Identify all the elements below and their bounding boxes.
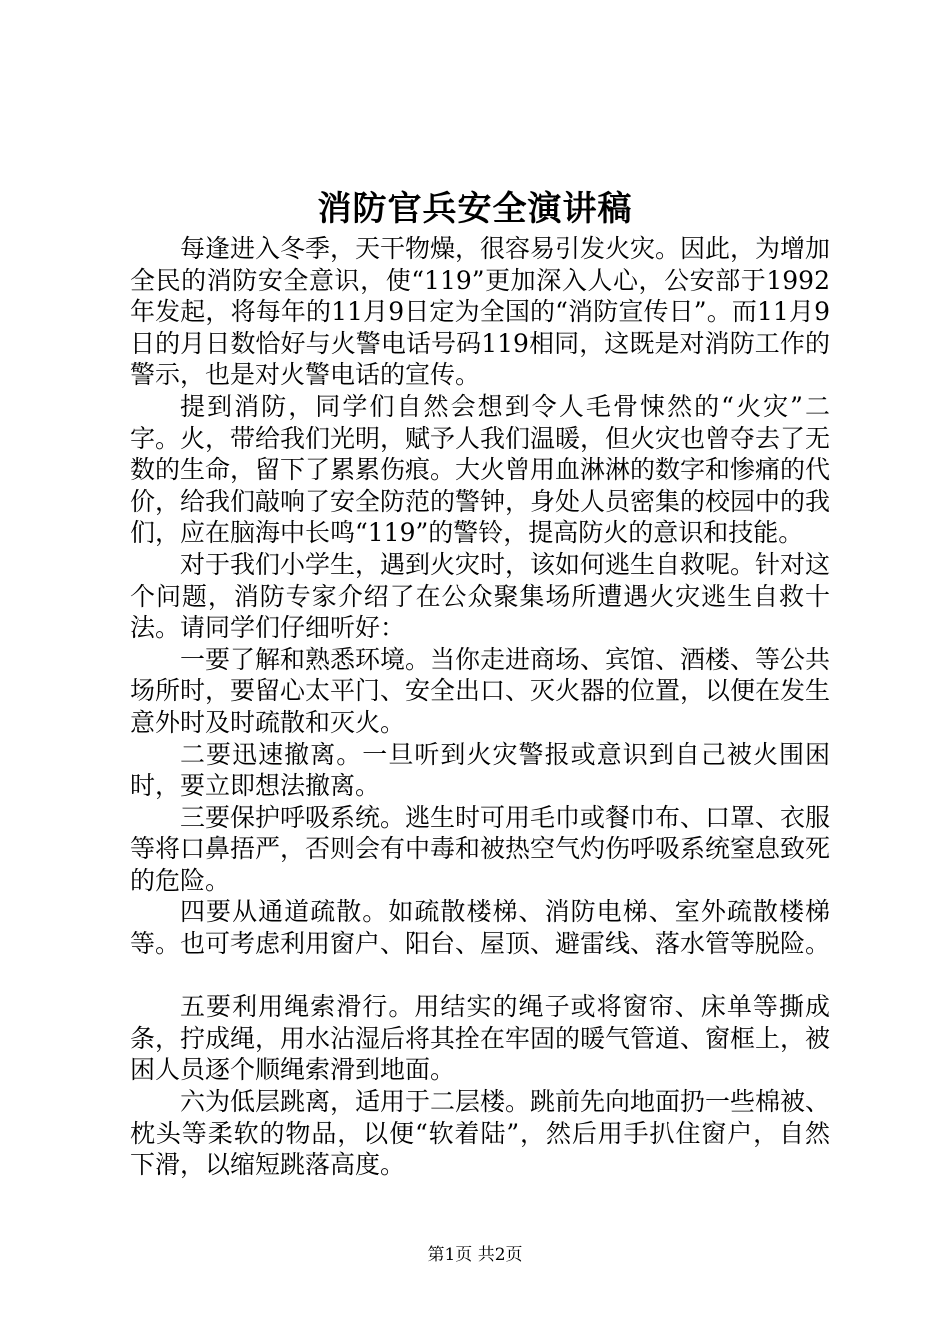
paragraph-7: 四要从通道疏散。如疏散楼梯、消防电梯、室外疏散楼梯等。也可考虑利用窗户、阳台、屋顶、避雷线、落水管等脱险。 — [130, 897, 831, 959]
paragraph-5: 二要迅速撤离。一旦听到火灾警报或意识到自己被火围困时，要立即想法撤离。 — [130, 739, 830, 801]
paragraph-9: 六为低层跳离，适用于二层楼。跳前先向地面扔一些棉被、枕头等柔软的物品，以便“软着陆”，然后用手扒住窗户，自然下滑，以缩短跳落高度。 — [130, 1087, 831, 1180]
paragraph-6: 三要保护呼吸系统。逃生时可用毛巾或餐巾布、口罩、衣服等将口鼻捂严，否则会有中毒和被热空气灼伤呼吸系统窒息致死的危险。 — [130, 802, 831, 895]
paragraph-8: 五要利用绳索滑行。用结实的绳子或将窗帘、床单等撕成条，拧成绳，用水沾湿后将其拴在牢固的暖气管道、窗框上，被困人员逐个顺绳索滑到地面。 — [130, 992, 831, 1085]
paragraph-3: 对于我们小学生，遇到火灾时，该如何逃生自救呢。针对这个问题，消防专家介绍了在公众聚集场所遭遇火灾逃生自救十法。请同学们仔细听好： — [130, 549, 831, 643]
paragraph-4: 一要了解和熟悉环境。当你走进商场、宾馆、酒楼、等公共场所时，要留心太平门、安全出口、灭火器的位置，以便在发生意外时及时疏散和灭火。 — [130, 644, 831, 737]
paragraph-1: 每逢进入冬季，天干物燥，很容易引发火灾。因此，为增加全民的消防安全意识，使“119”更加深入人心，公安部于1992年发起，将每年的11月9日定为全国的“消防宣传日”。而11月9日的月日数恰好与火警电话号码119相同，这既是对消防工作的警示，也是对火警电话的宣传。 — [130, 234, 831, 390]
page-number-footer: 第1页 共2页 — [427, 1245, 523, 1265]
document-title: 消防官兵安全演讲稿 — [317, 189, 633, 229]
paragraph-spacer — [130, 960, 830, 992]
document-body — [130, 233, 830, 1181]
paragraph-2: 提到消防，同学们自然会想到令人毛骨悚然的“火灾”二字。火，带给我们光明，赋予人我们温暖，但火灾也曾夺去了无数的生命，留下了累累伤痕。大火曾用血淋淋的数字和惨痛的代价，给我们敲响了安全防范的警钟，身处人员密集的校园中的我们，应在脑海中长鸣“119”的警铃，提高防火的意识和技能。 — [130, 391, 831, 548]
